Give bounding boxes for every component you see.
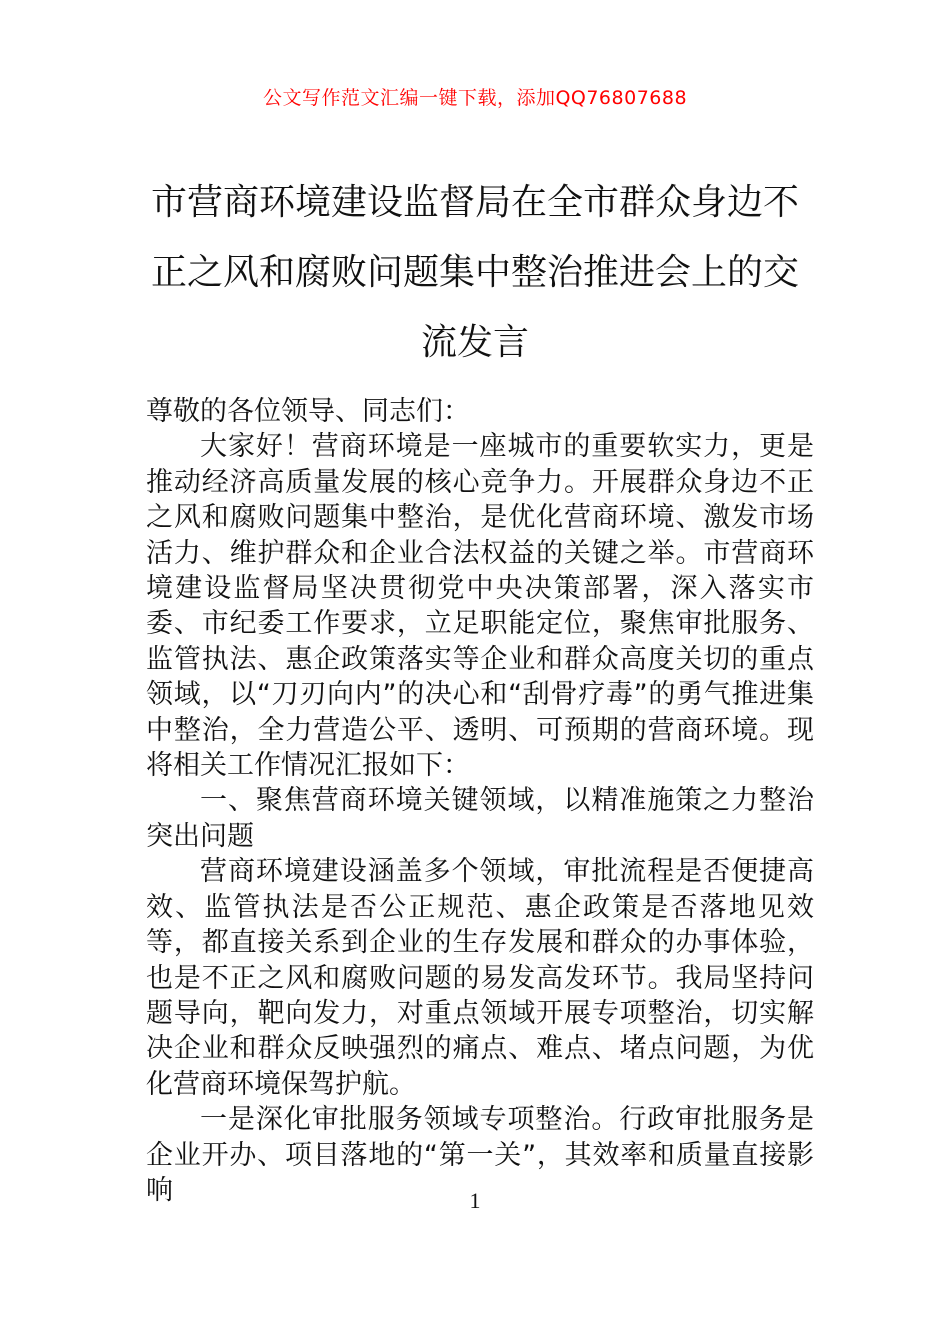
paragraph-section-1: 营商环境建设涵盖多个领域，审批流程是否便捷高效、监管执法是否公正规范、惠企政策是否落地见效等，都直接关系到企业的生存发展和群众的办事体验，也是不正之风和腐败问题的易发高发环节。我局坚持问题导向，靶向发力，对重点领域开展专项整治，切实解决企业和群众反映强烈的痛点、难点、堵点问题，为优化营商环境保驾护航。	[146, 856, 814, 1100]
page-number: 1	[469, 1188, 481, 1213]
paragraph-point-1: 一是深化审批服务领域专项整治。行政审批服务是企业开办、项目落地的“第一关”，其效率和质量直接影响	[146, 1104, 814, 1206]
document-title: 市营商环境建设监督局在全市群众身边不正之风和腐败问题集中整治推进会上的交流发言	[150, 182, 799, 363]
document-body	[146, 394, 814, 1208]
watermark-header: 公文写作范文汇编一键下载，添加QQ76807688	[262, 87, 688, 109]
section-heading-1: 一、聚焦营商环境关键领域，以精准施策之力整治突出问题	[146, 785, 814, 852]
paragraph-intro: 大家好！营商环境是一座城市的重要软实力，更是推动经济高质量发展的核心竞争力。开展群众身边不正之风和腐败问题集中整治，是优化营商环境、激发市场活力、维护群众和企业合法权益的关键之举。市营商环境建设监督局坚决贯彻党中央决策部署，深入落实市委、市纪委工作要求，立足职能定位，聚焦审批服务、监管执法、惠企政策落实等企业和群众高度关切的重点领域，以“刀刃向内”的决心和“刮骨疗毒”的勇气推进集中整治，全力营造公平、透明、可预期的营商环境。现将相关工作情况汇报如下：	[146, 431, 814, 782]
salutation: 尊敬的各位领导、同志们：	[146, 396, 470, 427]
